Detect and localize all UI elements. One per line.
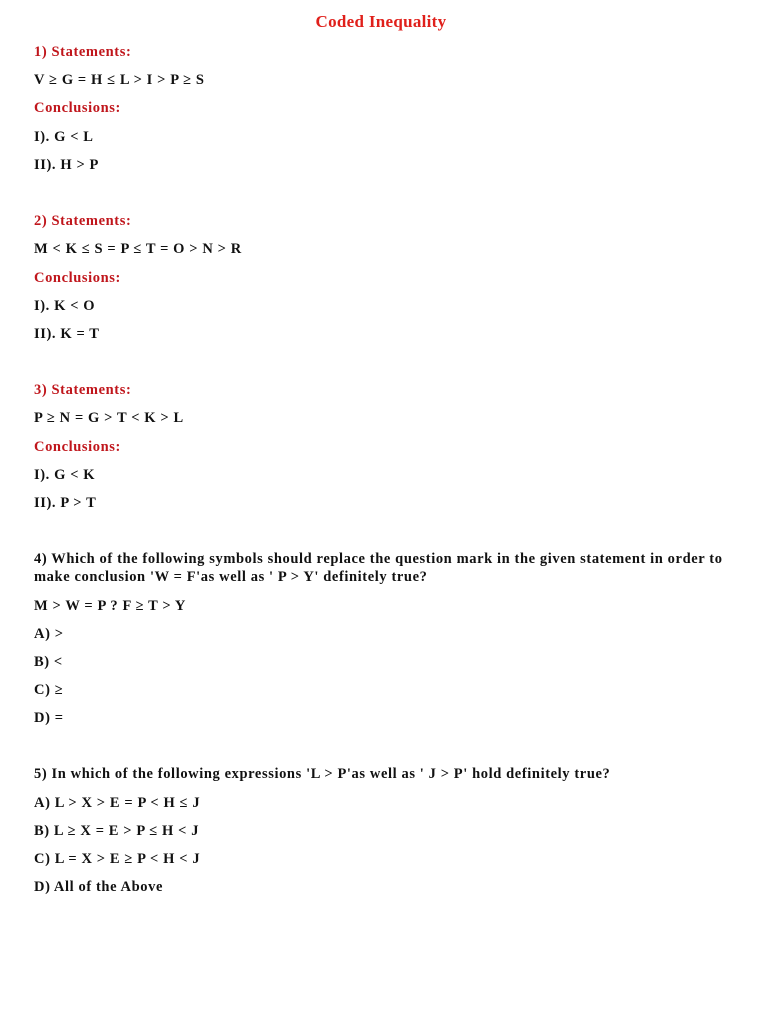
q5-option-b: B) L ≥ X = E > P ≤ H < J xyxy=(34,823,200,839)
q4-statement: M > W = P ? F ≥ T > Y xyxy=(34,598,186,614)
q4-option-c: C) ≥ xyxy=(34,682,64,698)
q3-statement: P ≥ N = G > T < K > L xyxy=(34,410,184,426)
q3-statements-label: 3) Statements: xyxy=(34,382,132,398)
q2-conclusions-label: Conclusions: xyxy=(34,270,121,286)
q1-conclusion-2: II). H > P xyxy=(34,157,100,173)
q2-statement: M < K ≤ S = P ≤ T = O > N > R xyxy=(34,241,242,257)
q5-option-c: C) L = X > E ≥ P < H < J xyxy=(34,851,201,867)
q2-statements-label: 2) Statements: xyxy=(34,213,132,229)
q3-conclusion-1: I). G < K xyxy=(34,467,96,483)
q1-statement: V ≥ G = H ≤ L > I > P ≥ S xyxy=(34,72,205,88)
q4-option-b: B) < xyxy=(34,654,63,670)
q4-option-a: A) > xyxy=(34,626,64,642)
q1-statements-label: 1) Statements: xyxy=(34,44,132,60)
q2-conclusion-1: I). K < O xyxy=(34,298,96,314)
page-title: Coded Inequality xyxy=(315,12,447,31)
q5-question: 5) In which of the following expressions 'L > P'as well as ' J > P' hold definitely true? xyxy=(34,766,611,782)
q4-question: 4) Which of the following symbols should replace the question mark in the given statement in order to make conclusion 'W = F'as well as ' P > Y' definitely true? xyxy=(34,551,723,585)
q4-option-d: D) = xyxy=(34,710,64,726)
q1-conclusions-label: Conclusions: xyxy=(34,100,121,116)
q2-conclusion-2: II). K = T xyxy=(34,326,100,342)
q5-option-a: A) L > X > E = P < H ≤ J xyxy=(34,795,201,811)
q5-option-d: D) All of the Above xyxy=(34,879,164,895)
q3-conclusions-label: Conclusions: xyxy=(34,439,121,455)
q3-conclusion-2: II). P > T xyxy=(34,495,97,511)
q1-conclusion-1: I). G < L xyxy=(34,129,94,145)
